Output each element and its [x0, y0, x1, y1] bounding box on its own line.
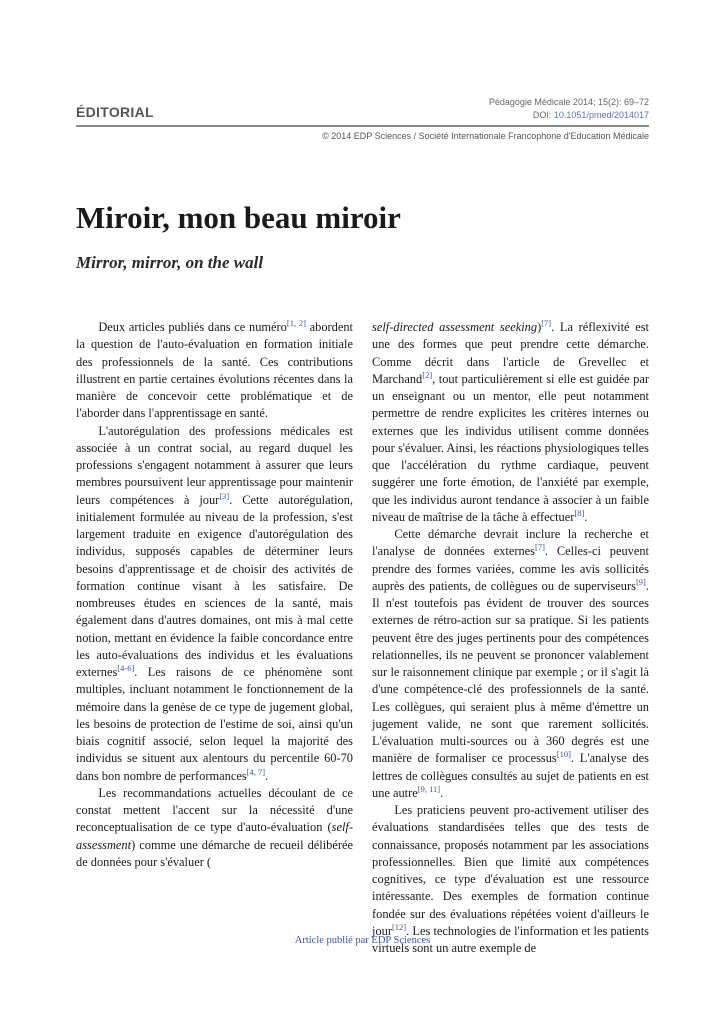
copyright-notice: © 2014 EDP Sciences / Société Internationale Francophone d'Education Médicale: [322, 131, 649, 141]
reference-link[interactable]: [4-6]: [117, 662, 135, 673]
paragraph-4: Cette démarche devrait inclure la recherche et l'analyse de données externes[7]. Celles-ci peuvent prendre des formes variées, comme les avis sollicités auprès des patients, de collègues ou de superviseurs[9]. Il n'est toutefois pas évident de trouver des sources externes de rétro-action sur sa pratique. Si les patients peuvent être des juges pertinents pour des compétences relationnelles, ils ne peuvent se prononcer valablement sur le raisonnement clinique par exemple ; or il s'agit là d'une compétence-clé des professionnels de la santé. Les collègues, qui seraient plus à même d'émettre un jugement valide, ne sont que rarement sollicités. L'évaluation multi-sources ou à 360 degrés est une manière de formaliser ce processus[10]. L'analyse des lettres de collègues consultés au sujet de patients en est une autre[9, 11].: [372, 527, 650, 800]
reference-link[interactable]: [3]: [219, 490, 230, 501]
article-title: Miroir, mon beau miroir: [76, 200, 401, 235]
doi-label: DOI:: [532, 110, 554, 120]
article-subtitle: Mirror, mirror, on the wall: [76, 253, 264, 272]
publisher-footer[interactable]: Article publié par EDP Sciences: [294, 935, 431, 946]
paragraph-5: Les praticiens peuvent pro-activement utiliser des évaluations standardisées telles que des tests de connaissance, proposés notamment par les associations professionnelles. Bien que limité aux compétences cognitives, ce type d'évaluation est une ressource intéressante. Des exemples de formation continue fondée sur des évaluations répétées voient d'ailleurs le jour[12]. Les technologies de l'information et les patients virtuels sont un autre exemple de: [372, 803, 649, 955]
paragraph-3: Les recommandations actuelles découlant de ce constat mettent l'accent sur la nécessité d'une reconceptualisation de ce type d'auto-évaluation (self-assessment) comme une démarche de recueil délibérée de données pour s'évaluer (: [76, 785, 353, 869]
reference-link[interactable]: [4, 7]: [246, 766, 266, 777]
journal-citation: Pédagogie Médicale 2014; 15(2): 69–72: [488, 97, 649, 107]
reference-link[interactable]: [8]: [574, 507, 585, 518]
reference-link[interactable]: [7]: [535, 542, 545, 553]
paragraph-2: L'autorégulation des professions médicales est associée à un contrat social, au regard duquel les professions s'engagent notamment à assurer que leurs membres poursuivent leur apprentissage pour maintenir leurs compétences à jour[3]. Cette autorégulation, initialement formulée au niveau de la profession, s'est largement traduite en exigence d'autorégulation des individus, supposés capables de déterminer leurs besoins d'apprentissage et de choisir des activités de formation continue visant à les satisfaire. De nombreuses études en sciences de la santé, mais également dans d'autres domaines, ont mis à mal cette notion, mettant en évidence la faible concordance entre les auto-évaluations des individus et les évaluations externes[4-6]. Les raisons de ce phénomène sont multiples, incluant notamment le fonctionnement de la mémoire dans la genèse de ce type de jugement global, les besoins de protection de l'estime de soi, ainsi qu'un biais cognitif associé, selon lequel la majorité des individus se situent aux alentours du percentile 60-70 dans bon nombre de performances[4, 7].: [76, 423, 353, 783]
section-label: ÉDITORIAL: [76, 104, 154, 120]
reference-link[interactable]: [7]: [541, 317, 552, 328]
citation-block: [489, 96, 649, 122]
reference-link[interactable]: [1, 2]: [286, 317, 306, 328]
reference-link[interactable]: [9, 11]: [417, 783, 441, 794]
reference-link[interactable]: [9]: [635, 576, 646, 587]
doi-link[interactable]: 10.1051/pmed/2014017: [553, 110, 649, 120]
paragraph-1: Deux articles publiés dans ce numéro[1, 2] abordent la question de l'auto-évaluation en formation initiale des professionnels de la santé. Ces contributions illustrent en partie certaines évolutions récentes dans la manière de concevoir cette problématique et de l'aborder dans l'apprentissage en santé.: [76, 317, 353, 421]
column-left: [76, 319, 353, 871]
header-rule: [76, 125, 649, 127]
reference-link[interactable]: [10]: [556, 749, 571, 760]
column-right: [372, 319, 649, 957]
doi-line: [489, 109, 649, 122]
reference-link[interactable]: [12]: [391, 921, 407, 932]
paragraph-3-continued: self-directed assessment seeking)[7]. La réflexivité est une des formes que peut prendre cette démarche. Comme décrit dans l'article de Grevellec et Marchand[2], tout particulièrement si elle est guidée par un enseignant ou un mentor, elle peut notamment permettre de rendre explicites les critères internes ou externes que les individus utilisent comme données pour s'évaluer. Ainsi, les réactions physiologiques telles que l'accélération du rythme cardiaque, peuvent suggérer une forte émotion, de l'anxiété par exemple, que les individus auront tendance à associer à un faible niveau de maîtrise de la tâche à effectuer[8].: [372, 317, 650, 524]
reference-link[interactable]: [2]: [422, 369, 433, 380]
